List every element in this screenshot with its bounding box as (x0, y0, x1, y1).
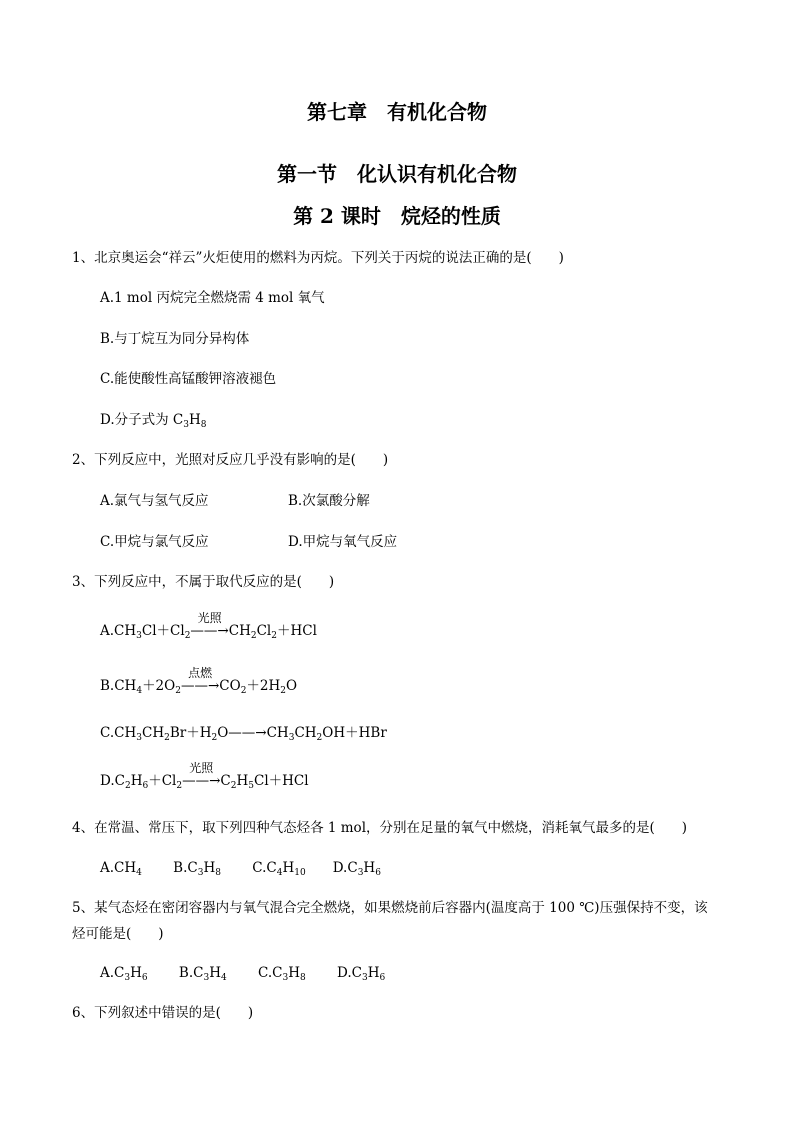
q1-option-d-prefix: D.分子式为 C (100, 412, 184, 428)
q3-a-arrow: 光照 ——→ (190, 621, 228, 641)
q1-option-b: B.与丁烷互为同分异构体 (100, 331, 250, 347)
q5-options: $A.C_3H_6$ $B.C_3H_4$ $C.C_3H_8$ $D.C_3H_6$ (100, 965, 386, 983)
q3-b-condition: 点燃 (188, 666, 213, 680)
q3-option-a: $A.CH_3Cl+Cl_2$ 光照 $——\to CH_2Cl_2+HCl$ (100, 621, 317, 641)
q4-stem: 4、在常温、常压下，取下列四种气态烃各 1 mol，分别在足量的氧气中燃烧，消耗氧气最多的是( ) (72, 820, 688, 836)
q3-option-b: $B.CH_4+2O_2$ 点燃 $——\to CO_2+2H_2O$ (100, 676, 297, 696)
q2-stem: 2、下列反应中，光照对反应几乎没有影响的是( ) (72, 452, 389, 468)
q1-option-a: A.1 mol 丙烷完全燃烧需 4 mol 氧气 (100, 290, 325, 306)
q2-option-d: D.甲烷与氧气反应 (288, 534, 398, 550)
q3-a-condition: 光照 (197, 611, 222, 625)
q5-stem-line1: 5、某气态烃在密闭容器内与氧气混合完全燃烧，如果燃烧前后容器内(温度高于 100 ℃)压强保持不变，该 (72, 900, 708, 916)
q6-stem: 6、下列叙述中错误的是( ) (72, 1005, 254, 1021)
q1-stem: 1、北京奥运会“祥云”火炬使用的燃料为丙烷。下列关于丙烷的说法正确的是( ) (72, 250, 564, 266)
q3-option-c: $C.CH_3CH_2Br+H_2O——\to CH_3CH_2OH+HBr$ (100, 725, 387, 743)
q3-d-condition: 光照 (189, 761, 214, 775)
section-title: 第一节 化认识有机化合物 (277, 162, 517, 186)
q2-option-b: B.次氯酸分解 (288, 493, 370, 509)
q3-stem: 3、下列反应中，不属于取代反应的是( ) (72, 574, 335, 590)
q3-b-arrow: 点燃 ——→ (181, 676, 219, 696)
q1-option-d: D.分子式为 $C_3H_8$ (100, 412, 207, 430)
q3-option-d: $D.C_2H_6+Cl_2$ 光照 $——\to C_2H_5Cl+HCl$ (100, 771, 309, 791)
q2-option-a: A.氯气与氢气反应 (100, 493, 209, 509)
q1-option-c: C.能使酸性高锰酸钾溶液褪色 (100, 371, 277, 387)
lesson-title: 第 2 课时 烷烃的性质 (293, 204, 501, 228)
q4-options: $A.CH_4$ $B.C_3H_8$ $C.C_4H_{10}$ $D.C_3H_6$ (100, 860, 381, 878)
q5-stem-line2: 烃可能是( ) (72, 926, 164, 942)
q3-d-arrow: 光照 ——→ (182, 771, 220, 791)
chapter-title: 第七章 有机化合物 (307, 100, 487, 124)
q2-option-c: C.甲烷与氯气反应 (100, 534, 209, 550)
